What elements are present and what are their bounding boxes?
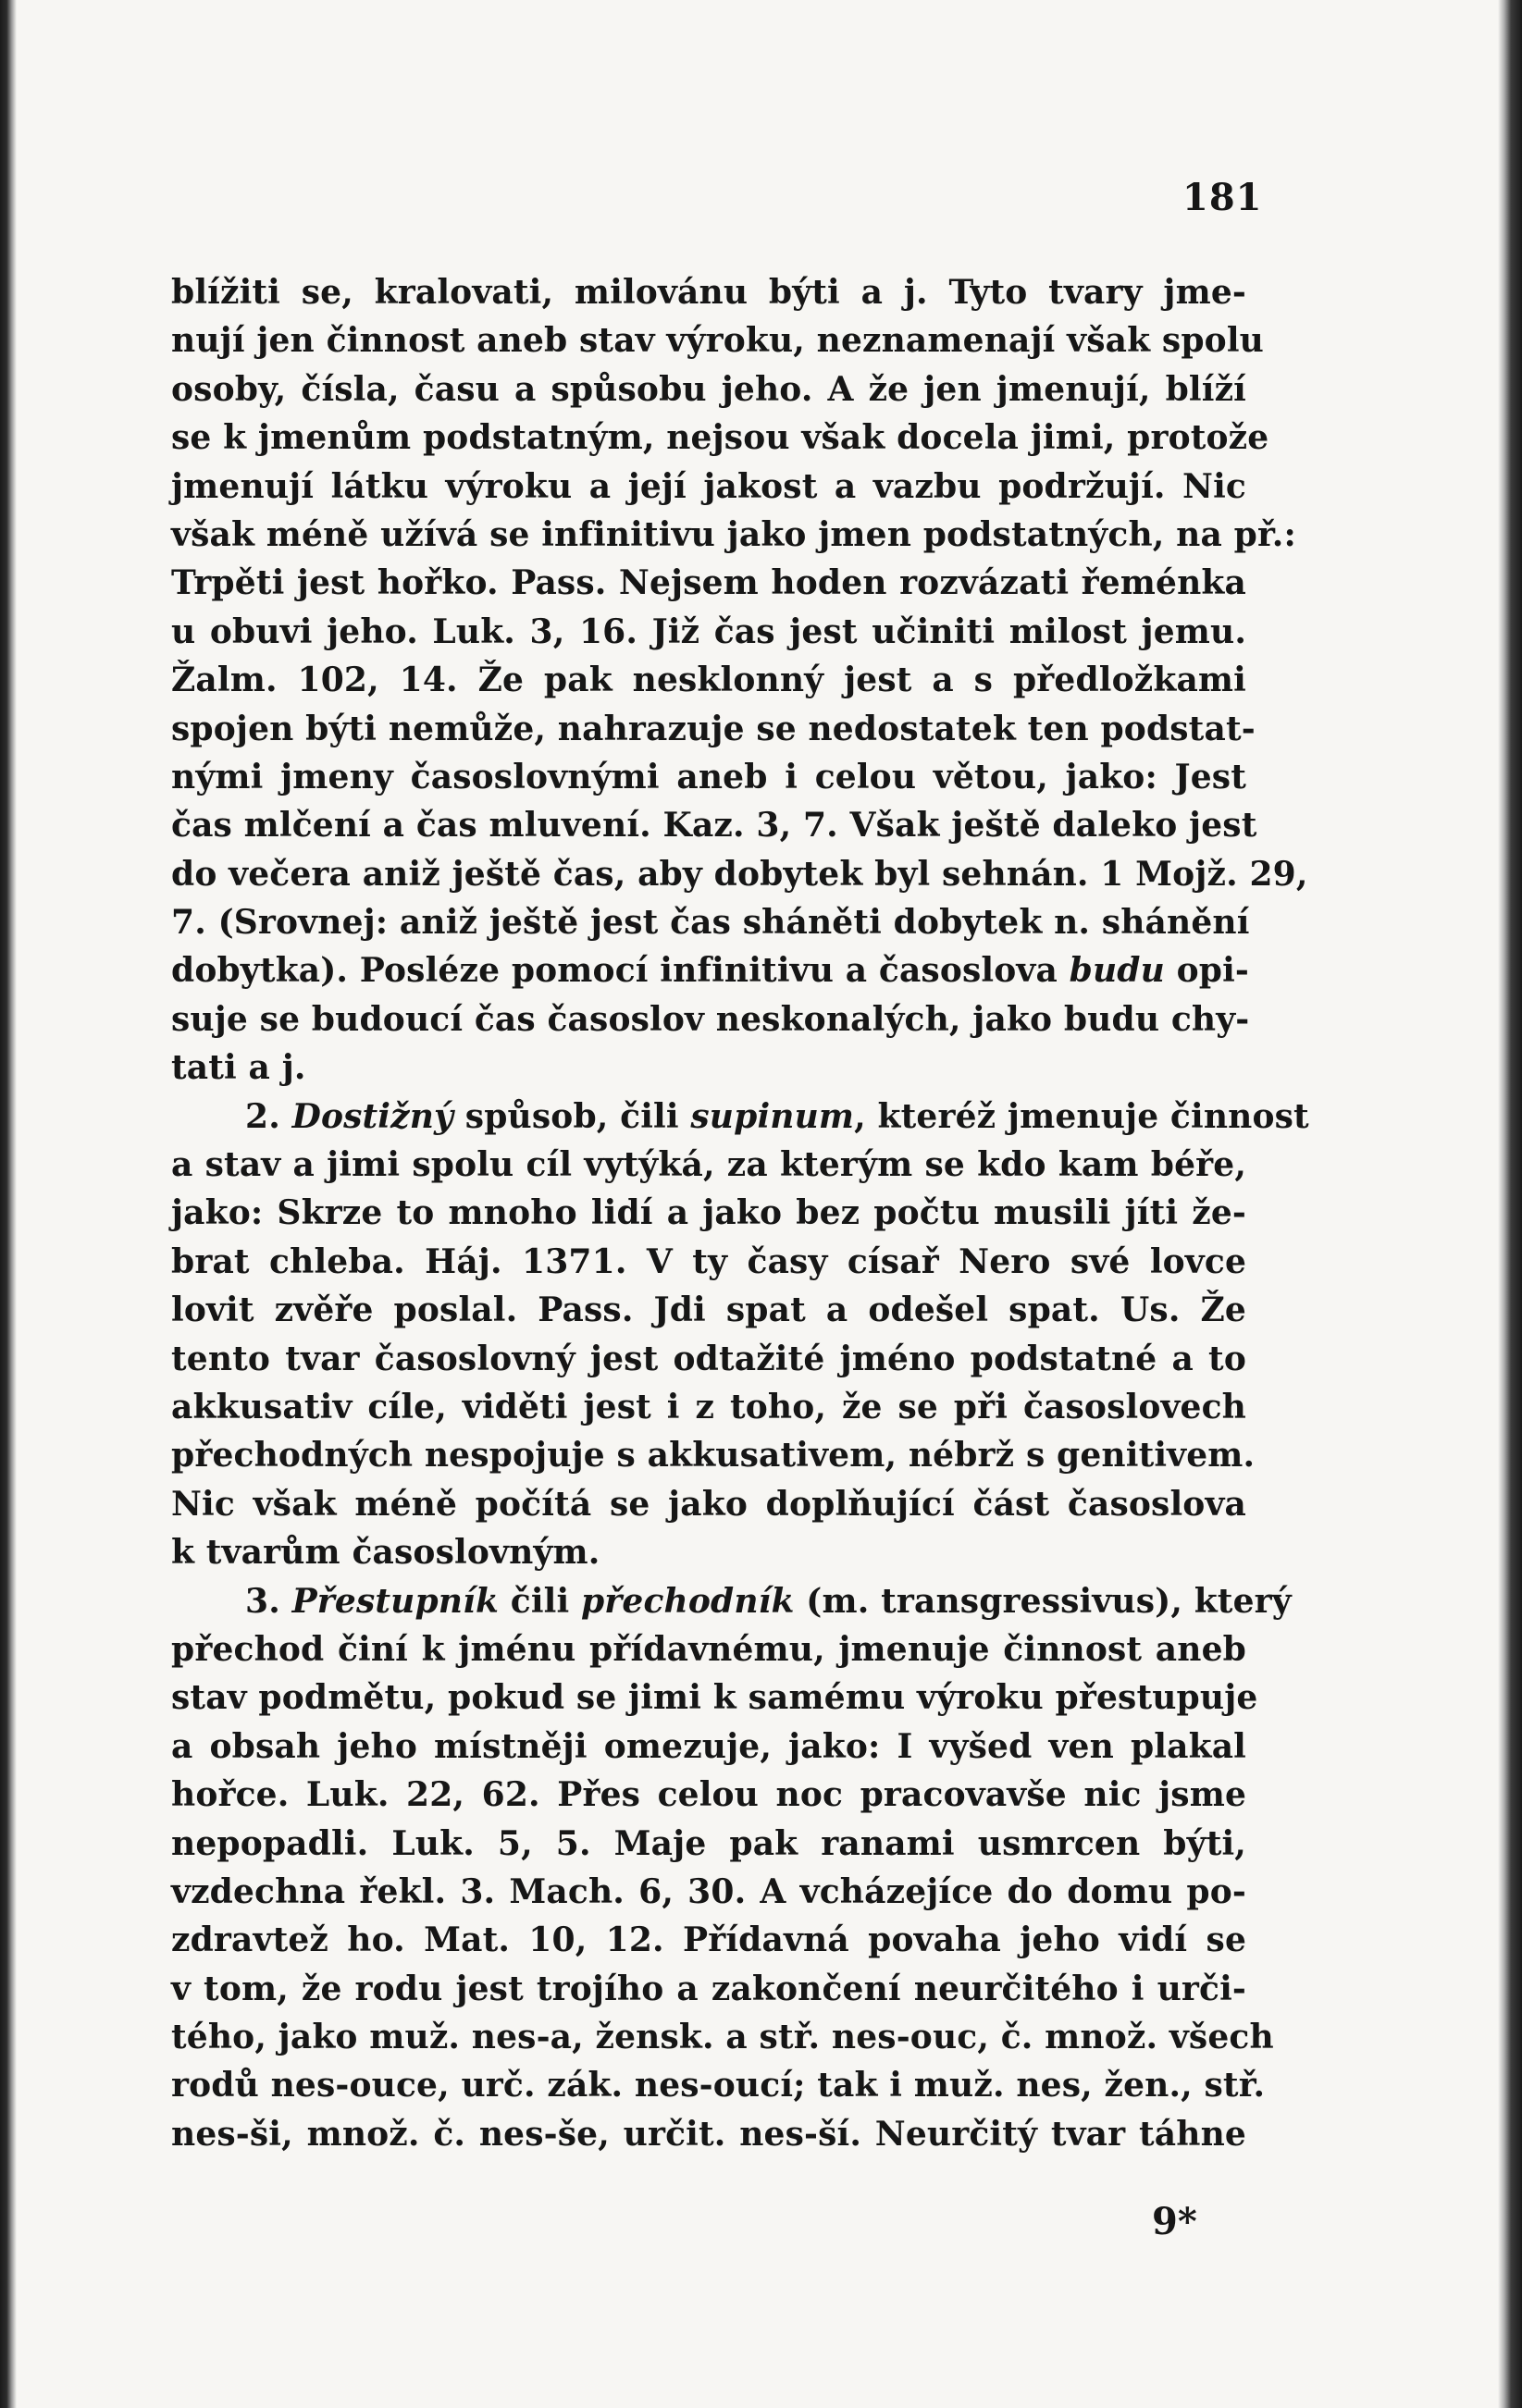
text-line: brat chleba. Háj. 1371. V ty časy císař Nero své lovce bbox=[171, 1241, 1246, 1281]
text-line: nepopadli. Luk. 5, 5. Maje pak ranami usmrcen býti, bbox=[171, 1823, 1246, 1863]
text-line: tého, jako muž. nes-a, žensk. a stř. nes-ouc, č. množ. všech bbox=[171, 2018, 1274, 2057]
text-line: u obuvi jeho. Luk. 3, 16. Již čas jest učiniti milost jemu. bbox=[171, 611, 1246, 651]
text-line: v tom, že rodu jest trojího a zakončení neurčitého i urči- bbox=[171, 1969, 1246, 2008]
text-line: tati a j. bbox=[171, 1048, 306, 1088]
text-line: jmenují látku výroku a její jakost a vazbu podržují. Nic bbox=[171, 466, 1246, 506]
text-line: osoby, čísla, času a spůsobu jeho. A že jen jmenují, blíží bbox=[171, 369, 1246, 409]
paragraph-start-line: 2. Dostižný spůsob, čili supinum, kteréž jmenuje činnost bbox=[245, 1096, 1309, 1136]
text-line: dobytka). Posléze pomocí infinitivu a časoslova budu opi- bbox=[171, 951, 1250, 991]
text-line: akkusativ cíle, viděti jest i z toho, že se při časoslovech bbox=[171, 1387, 1246, 1426]
body-text bbox=[171, 268, 1309, 2158]
text-line: blížiti se, kralovati, milovánu býti a j. Tyto tvary jme- bbox=[171, 273, 1246, 312]
text-line: nují jen činnost aneb stav výroku, neznamenají však spolu bbox=[171, 321, 1264, 361]
text-line: přechod činí k jménu přídavnému, jmenuje činnost aneb bbox=[171, 1629, 1246, 1669]
right-page-edge-shadow bbox=[1498, 0, 1522, 2408]
italic-term: přechodník bbox=[580, 1581, 795, 1621]
text-line: spojen býti nemůže, nahrazuje se nedostatek ten podstat- bbox=[171, 709, 1256, 748]
italic-term: budu bbox=[1069, 951, 1165, 991]
text-line: však méně užívá se infinitivu jako jmen podstatných, na př.: bbox=[171, 514, 1296, 554]
text-line: rodů nes-ouce, urč. zák. nes-oucí; tak i muž. nes, žen., stř. bbox=[171, 2066, 1266, 2105]
text-line: zdravtež ho. Mat. 10, 12. Přídavná povaha jeho vidí se bbox=[171, 1920, 1246, 1960]
text-line: nými jmeny časoslovnými aneb i celou větou, jako: Jest bbox=[171, 757, 1246, 796]
text-line: nes-ši, množ. č. nes-še, určit. nes-ší. Neurčitý tvar táhne bbox=[171, 2114, 1246, 2154]
paragraph-start-line: 3. Přestupník čili přechodník (m. transgressivus), který bbox=[245, 1581, 1292, 1621]
text-line: suje se budoucí čas časoslov neskonalých, jako budu chy- bbox=[171, 999, 1250, 1039]
page-number: 181 bbox=[1182, 176, 1263, 219]
text-line: a obsah jeho místněji omezuje, jako: I vyšed ven plakal bbox=[171, 1726, 1246, 1766]
text-line: přechodných nespojuje s akkusativem, nébrž s genitivem. bbox=[171, 1436, 1256, 1476]
text-line: do večera aniž ještě čas, aby dobytek byl sehnán. 1 Mojž. 29, bbox=[171, 854, 1308, 894]
text-line: jako: Skrze to mnoho lidí a jako bez počtu musili jíti že- bbox=[171, 1193, 1246, 1233]
text-line: Trpěti jest hořko. Pass. Nejsem hoden rozvázati řeménka bbox=[171, 563, 1246, 603]
text-line: a stav a jimi spolu cíl vytýká, za kterým se kdo kam béře, bbox=[171, 1145, 1246, 1185]
text-line: se k jmenům podstatným, nejsou však docela jimi, protože bbox=[171, 418, 1269, 458]
text-line: 7. (Srovnej: aniž ještě jest čas sháněti dobytek n. shánění bbox=[171, 903, 1250, 943]
italic-term: Přestupník bbox=[291, 1581, 500, 1621]
text-line: stav podmětu, pokud se jimi k samému výroku přestupuje bbox=[171, 1678, 1258, 1718]
italic-term: supinum bbox=[690, 1096, 855, 1136]
text-line: Nic však méně počítá se jako doplňující část časoslova bbox=[171, 1484, 1246, 1524]
text-line: lovit zvěře poslal. Pass. Jdi spat a odešel spat. Us. Že bbox=[171, 1290, 1246, 1330]
text-line: Žalm. 102, 14. Že pak nesklonný jest a s předložkami bbox=[171, 661, 1246, 700]
text-line: tento tvar časoslovný jest odtažité jméno podstatné a to bbox=[171, 1339, 1246, 1378]
left-page-edge-shadow bbox=[0, 0, 17, 2408]
text-line: k tvarům časoslovným. bbox=[171, 1533, 600, 1573]
text-line: čas mlčení a čas mluvení. Kaz. 3, 7. Však ještě daleko jest bbox=[171, 806, 1257, 846]
signature-mark: 9* bbox=[1152, 2200, 1197, 2243]
text-line: hořce. Luk. 22, 62. Přes celou noc pracovavše nic jsme bbox=[171, 1775, 1246, 1815]
italic-term: Dostižný bbox=[291, 1096, 454, 1136]
text-line: vzdechna řekl. 3. Mach. 6, 30. A vcházejíce do domu po- bbox=[171, 1871, 1246, 1911]
